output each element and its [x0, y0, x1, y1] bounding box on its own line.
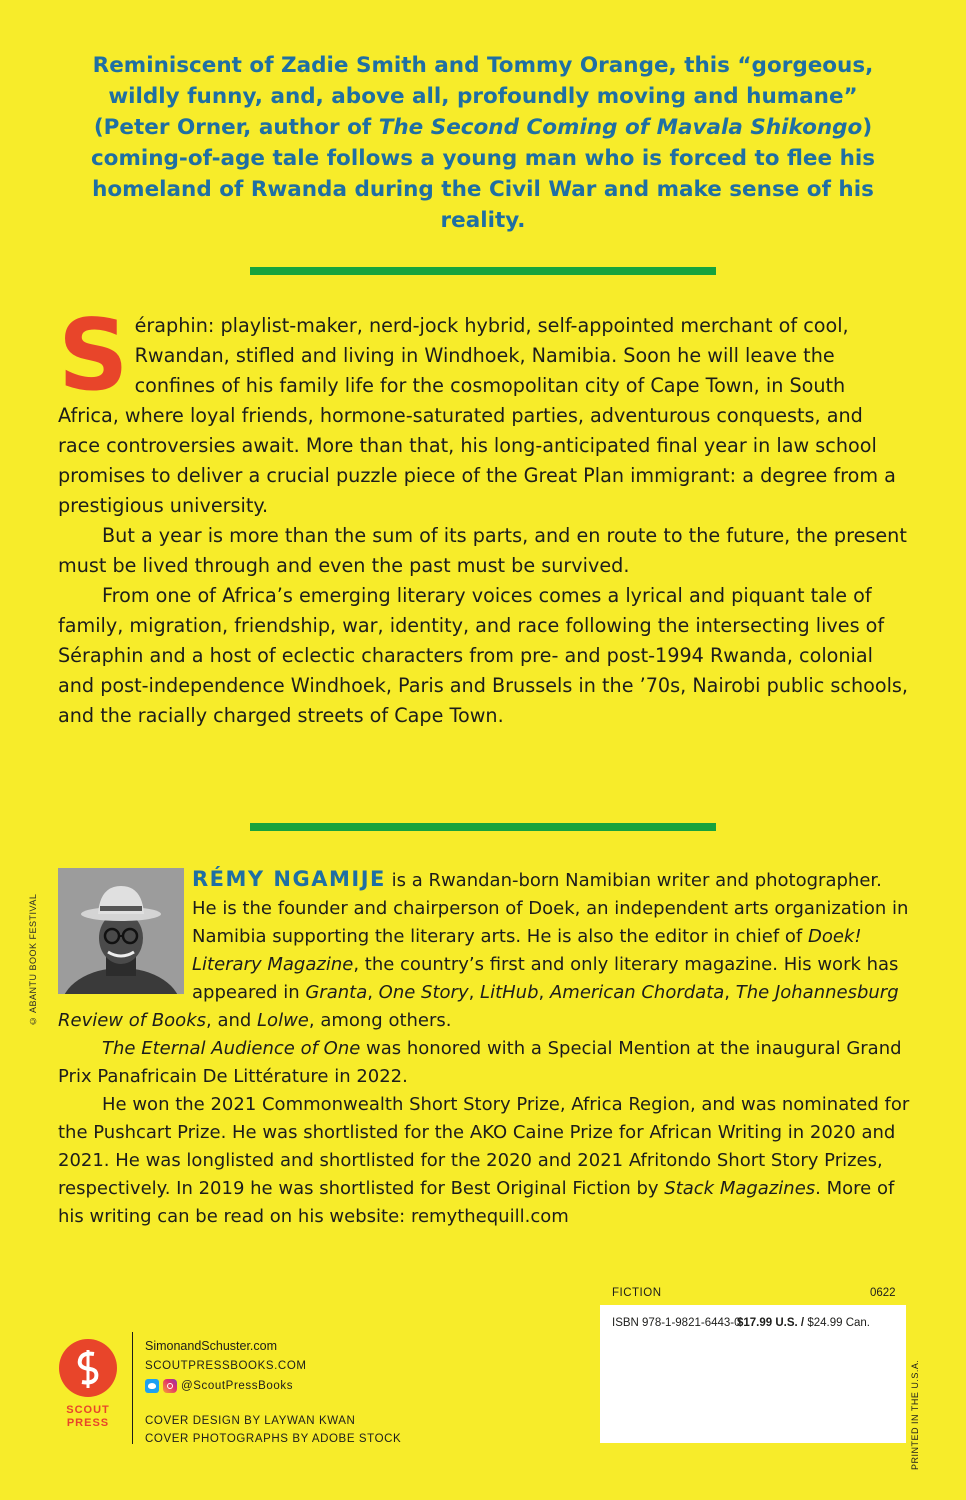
publisher-divider	[132, 1332, 133, 1444]
twitter-icon[interactable]	[145, 1379, 159, 1393]
drop-cap: S	[58, 299, 129, 413]
photo-credit: © ABANTU BOOK FESTIVAL	[28, 893, 38, 1026]
printed-in-label: PRINTED IN THE U.S.A.	[910, 1359, 920, 1470]
bio-paragraph-1: RÉMY NGAMIJE is a Rwandan-born Namibian writer and photographer. He is the founder and chairperson of Doek, an independent arts organization in Namibia supporting the literary arts. He is also the editor in chief of Doek! Literary Magazine, the country’s first and only literary magazine. His work has appeared in Granta, One Story, LitHub, American Chordata, The Johannesburg Review of Books, and Lolwe, among others.	[58, 867, 909, 1031]
publisher-site-2[interactable]: SCOUTPRESSBOOKS.COM	[145, 1360, 307, 1372]
author-name: RÉMY NGAMIJE	[192, 867, 386, 891]
green-divider	[250, 823, 716, 831]
tagline-text-end: ) coming-of-age tale follows a young man who is forced to flee his homeland of Rwanda during the Civil War and make sense of his reality.	[90, 115, 876, 233]
author-bio	[58, 865, 910, 1231]
book-description	[58, 299, 910, 731]
isbn: ISBN 978-1-9821-6443-0	[612, 1317, 741, 1329]
scout-press-wordmark: SCOUT PRESS	[66, 1404, 110, 1429]
description-paragraph-2: But a year is more than the sum of its parts, and en route to the future, the present must be lived through and even the past must be survived.	[58, 524, 907, 577]
genre-label: FICTION	[612, 1287, 662, 1299]
bio-paragraph-3: He won the 2021 Commonwealth Short Story Prize, Africa Region, and was nominated for the Pushcart Prize. He was shortlisted for the AKO Caine Prize for African Writing in 2020 and 2021. He was longlisted and shortlisted for the 2020 and 2021 Afritondo Short Story Prizes, respectively. In 2019 he was shortlisted for Best Original Fiction by Stack Magazines. More of his writing can be read on his website: remythequill.com	[58, 1094, 910, 1227]
social-row	[145, 1376, 401, 1396]
scout-press-logo-icon	[58, 1338, 118, 1398]
publisher-info	[145, 1336, 401, 1448]
bio-paragraph-2: The Eternal Audience of One was honored with a Special Mention at the inaugural Grand Prix Panafricain De Littérature in 2022.	[58, 1038, 902, 1087]
tagline-book-title: The Second Coming of Mavala Shikongo	[378, 115, 863, 140]
description-paragraph-3: From one of Africa’s emerging literary voices comes a lyrical and piquant tale of family, migration, friendship, war, identity, and race following the intersecting lives of Séraphin and a host of eclectic characters from pre- and post-1994 Rwanda, colonial and post-independence Windhoek, Paris and Brussels in the ’70s, Nairobi public schools, and the racially charged streets of Cape Town.	[58, 584, 909, 727]
tagline-text: Reminiscent of Zadie Smith and Tommy Orange, this “gorgeous, wildly funny, and, above all, profoundly moving and humane” (Peter Orner, author of	[92, 53, 874, 140]
publisher-site-1[interactable]: SimonandSchuster.com	[145, 1339, 278, 1353]
green-divider	[250, 267, 716, 275]
price: $17.99 U.S. / $24.99 Can.	[737, 1317, 870, 1329]
social-handle[interactable]: @ScoutPressBooks	[181, 1380, 294, 1392]
cover-credits: COVER DESIGN BY LAYWAN KWAN COVER PHOTOGRAPHS BY ADOBE STOCK	[145, 1415, 402, 1445]
tagline	[70, 50, 896, 236]
instagram-icon[interactable]	[163, 1379, 177, 1393]
description-paragraph-1: Séraphin: playlist-maker, nerd-jock hybrid, self-appointed merchant of cool, Rwandan, stifled and living in Windhoek, Namibia. Soon he will leave the confines of his family life for the cosmopolitan city of Cape Town, in South Africa, where loyal friends, hormone-saturated parties, adventurous conquests, and race controversies await. More than that, his long-anticipated final year in law school promises to deliver a crucial puzzle piece of the Great Plan immigrant: a degree from a prestigious university.	[58, 299, 896, 517]
barcode-box	[600, 1305, 906, 1443]
edition-code: 0622	[870, 1287, 896, 1299]
